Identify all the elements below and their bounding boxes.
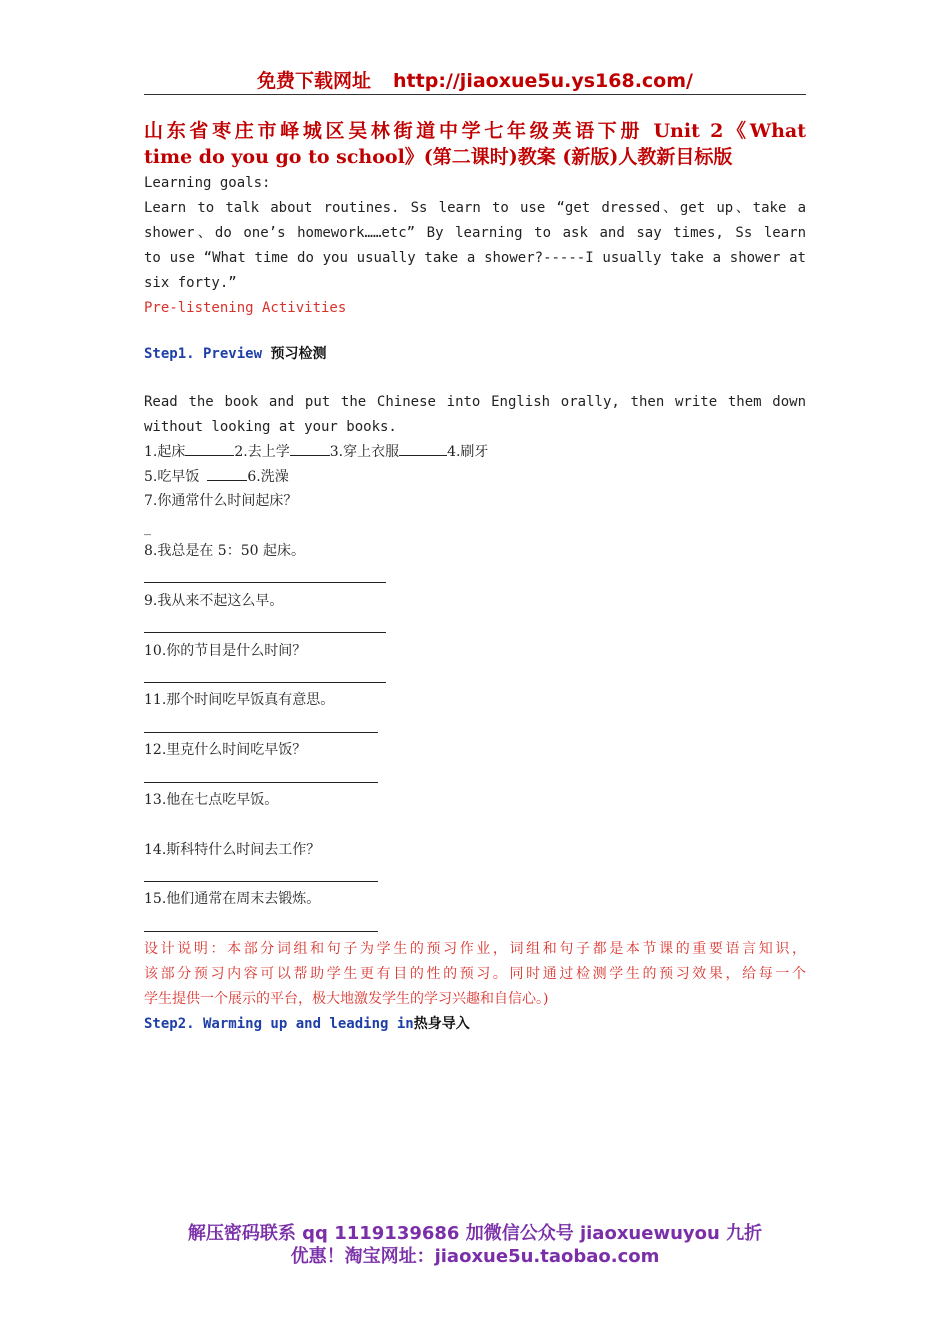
- answer-line[interactable]: [144, 582, 386, 583]
- question-10: 10.你的节目是什么时间？: [144, 643, 307, 659]
- phrase-item: 4.刷牙: [447, 444, 489, 460]
- step1-cn-label: 预习检测: [270, 346, 327, 362]
- instruction-line: without looking at your books.: [144, 419, 397, 435]
- answer-blank[interactable]: [185, 439, 234, 456]
- header-divider: [144, 94, 806, 95]
- question-12: 12.里克什么时间吃早饭？: [144, 742, 307, 758]
- title-line-1: 山东省枣庄市峄城区吴林街道中学七年级英语下册 Unit 2《What: [144, 120, 806, 142]
- answer-blank[interactable]: [290, 439, 330, 456]
- answer-line[interactable]: [144, 732, 378, 733]
- learning-goals-heading: Learning goals:: [144, 175, 271, 191]
- title-line-2: time do you go to school》(第二课时)教案 (新版)人教新目标版: [144, 146, 733, 168]
- free-download-label: 免费下载网址: [257, 70, 372, 92]
- question-15: 15.他们通常在周末去锻炼。: [144, 891, 321, 907]
- phrase-item: 5.吃早饭: [144, 469, 200, 485]
- step2-heading: [144, 1012, 470, 1037]
- pre-listening-heading: Pre-listening Activities: [144, 300, 347, 316]
- question-9: 9.我从来不起这么早。: [144, 593, 284, 609]
- learning-goals-line: to use “What time do you usually take a shower?-----I usually take a shower at: [144, 250, 806, 266]
- learning-goals-line: Learn to talk about routines. Ss learn to use “get dressed、get up、take a: [144, 200, 806, 216]
- learning-goals: [144, 171, 806, 321]
- answer-line[interactable]: [144, 881, 378, 882]
- step1-label: Step1. Preview: [144, 346, 263, 362]
- step2-label: Step2. Warming up and leading in: [144, 1016, 414, 1032]
- instruction: [144, 390, 806, 440]
- phrase-item: 6.洗澡: [247, 469, 289, 485]
- design-note: [144, 937, 806, 1012]
- question-8: 8.我总是在 5：50 起床。: [144, 543, 305, 559]
- answer-line[interactable]: [144, 682, 386, 683]
- design-note-line: 学生提供一个展示的平台，极大地激发学生的学习兴趣和自信心。): [144, 991, 549, 1007]
- answer-blank[interactable]: [207, 464, 247, 481]
- download-header: [144, 66, 806, 92]
- question-14: 14.斯科特什么时间去工作？: [144, 842, 321, 858]
- answer-line[interactable]: [144, 782, 378, 783]
- answer-line[interactable]: [144, 632, 386, 633]
- step1-heading: [144, 342, 326, 367]
- footer-line-1: 解压密码联系 qq 1119139686 加微信公众号 jiaoxuewuyou 九折: [187, 1223, 763, 1244]
- design-note-line: 该部分预习内容可以帮助学生更有目的性的预习。同时通过检测学生的预习效果，给每一个: [144, 966, 806, 982]
- phrase-row-1: [144, 439, 488, 464]
- phrase-row-2: [144, 464, 289, 489]
- answer-blank[interactable]: [399, 439, 447, 456]
- phrase-item: 1.起床: [144, 444, 186, 460]
- footer-line-2[interactable]: 优惠！淘宝网址：jiaoxue5u.taobao.com: [290, 1246, 660, 1267]
- instruction-line: Read the book and put the Chinese into English orally, then write them down: [144, 394, 806, 410]
- answer-line[interactable]: [144, 931, 378, 932]
- design-note-line: 设计说明：本部分词组和句子为学生的预习作业，词组和句子都是本节课的重要语言知识，: [144, 941, 806, 957]
- question-11: 11.那个时间吃早饭真有意思。: [144, 692, 335, 708]
- phrase-item: 3.穿上衣服: [329, 444, 400, 460]
- learning-goals-line: six forty.”: [144, 275, 237, 291]
- question-7: 7.你通常什么时间起床？: [144, 493, 298, 509]
- phrase-item: 2.去上学: [234, 444, 290, 460]
- download-url-link[interactable]: http://jiaoxue5u.ys168.com/: [393, 70, 693, 92]
- document-title: [144, 118, 806, 170]
- question-7-answer-dash[interactable]: _: [144, 520, 151, 536]
- question-13: 13.他在七点吃早饭。: [144, 792, 279, 808]
- step2-cn-label: 热身导入: [413, 1016, 470, 1032]
- learning-goals-line: shower、do one’s homework……etc” By learning to ask and say times, Ss learn: [144, 225, 806, 241]
